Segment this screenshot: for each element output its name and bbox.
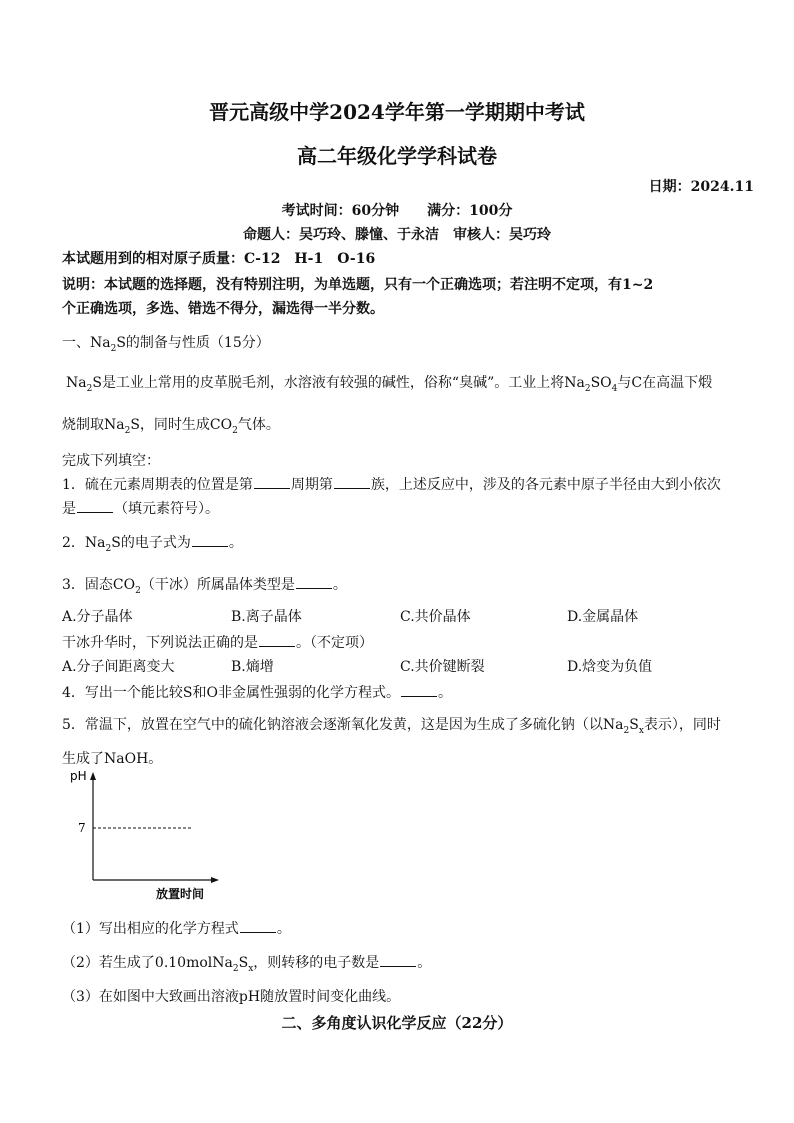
note-line-1: 说明：本试题的选择题，没有特别注明，为单选题，只有一个正确选项；若注明不定项，有1~2 — [62, 277, 654, 293]
graph-x-label: 放置时间 — [156, 887, 205, 901]
q3-option-a: A.分子晶体 — [62, 609, 133, 625]
graph-7-tick: 7 — [78, 821, 86, 835]
sub-question-1: （1）写出相应的化学方程式 。 — [62, 921, 291, 937]
q3-subquestion: 干冰升华时，下列说法正确的是 。（不定项） — [62, 635, 373, 651]
q3-sub-option-d: D.焓变为负值 — [567, 659, 653, 675]
intro-line-1: $Na_2S$是工业上常用的皮革脱毛剂，水溶液有较强的碱性，俗称“臭碱”。工业上将$Na_2SO_4$与C在高温下煅 — [66, 375, 713, 394]
q3-option-d: D.金属晶体 — [567, 609, 639, 625]
question-4: 4．写出一个能比较S和O非金属性强弱的化学方程式。 。 — [62, 685, 452, 701]
question-5-line-1: 5．常温下，放置在空气中的硫化钠溶液会逐渐氧化发黄，这是因为生成了多硫化钠（以$Na_2S_x$表示），同时 — [62, 717, 721, 736]
q3-option-b: B.离子晶体 — [231, 609, 302, 625]
exam-authors: 命题人：吴巧玲、滕憧、于永洁 审核人：吴巧玲 — [243, 227, 551, 243]
question-1-line-1: 1．硫在元素周期表的位置是第 周期第 族，上述反应中，涉及的各元素中原子半径由大到小依次 — [62, 477, 721, 493]
q3-sub-option-c: C.共价键断裂 — [400, 659, 485, 675]
note-line-2: 个正确选项，多选、错选不得分，漏选得一半分数。 — [62, 301, 384, 317]
exam-time-score: 考试时间：60分钟 满分：100分 — [281, 203, 513, 219]
section2-heading: 二、多角度认识化学反应（22分） — [281, 1014, 513, 1032]
q3-sub-option-b: B.熵增 — [231, 659, 274, 675]
sub-question-3: （3）在如图中大致画出溶液pH随放置时间变化曲线。 — [62, 989, 401, 1005]
exam-subtitle: 高二年级化学学科试卷 — [297, 144, 497, 168]
exam-title: 晋元高级中学2024学年第一学期期中考试 — [209, 100, 585, 124]
sub-question-2: （2）若生成了$0.10molNa_2S_x$，则转移的电子数是 。 — [62, 955, 432, 974]
q3-option-c: C.共价晶体 — [400, 609, 471, 625]
q3-sub-option-a: A.分子间距离变大 — [62, 659, 175, 675]
section1-heading: 一、$Na_2S$的制备与性质（15分） — [62, 335, 270, 354]
atomic-mass-line: 本试题用到的相对原子质量：C-12 H-1 O-16 — [62, 251, 376, 267]
fill-instruction: 完成下列填空： — [62, 453, 160, 469]
question-5-line-2: 生成了NaOH。 — [62, 751, 163, 767]
exam-date: 日期：2024.11 — [648, 179, 754, 195]
intro-line-2: 烧制取$Na_2S$，同时生成$CO_2$气体。 — [62, 417, 280, 436]
question-2: 2．$Na_2S$的电子式为 。 — [62, 535, 243, 554]
ph-time-graph — [60, 768, 220, 908]
graph-y-label: pH — [70, 769, 87, 783]
question-3: 3．固态$CO_2$（干冰）所属晶体类型是 。 — [62, 577, 347, 596]
question-1-line-2: 是 （填元素符号）。 — [62, 501, 219, 517]
